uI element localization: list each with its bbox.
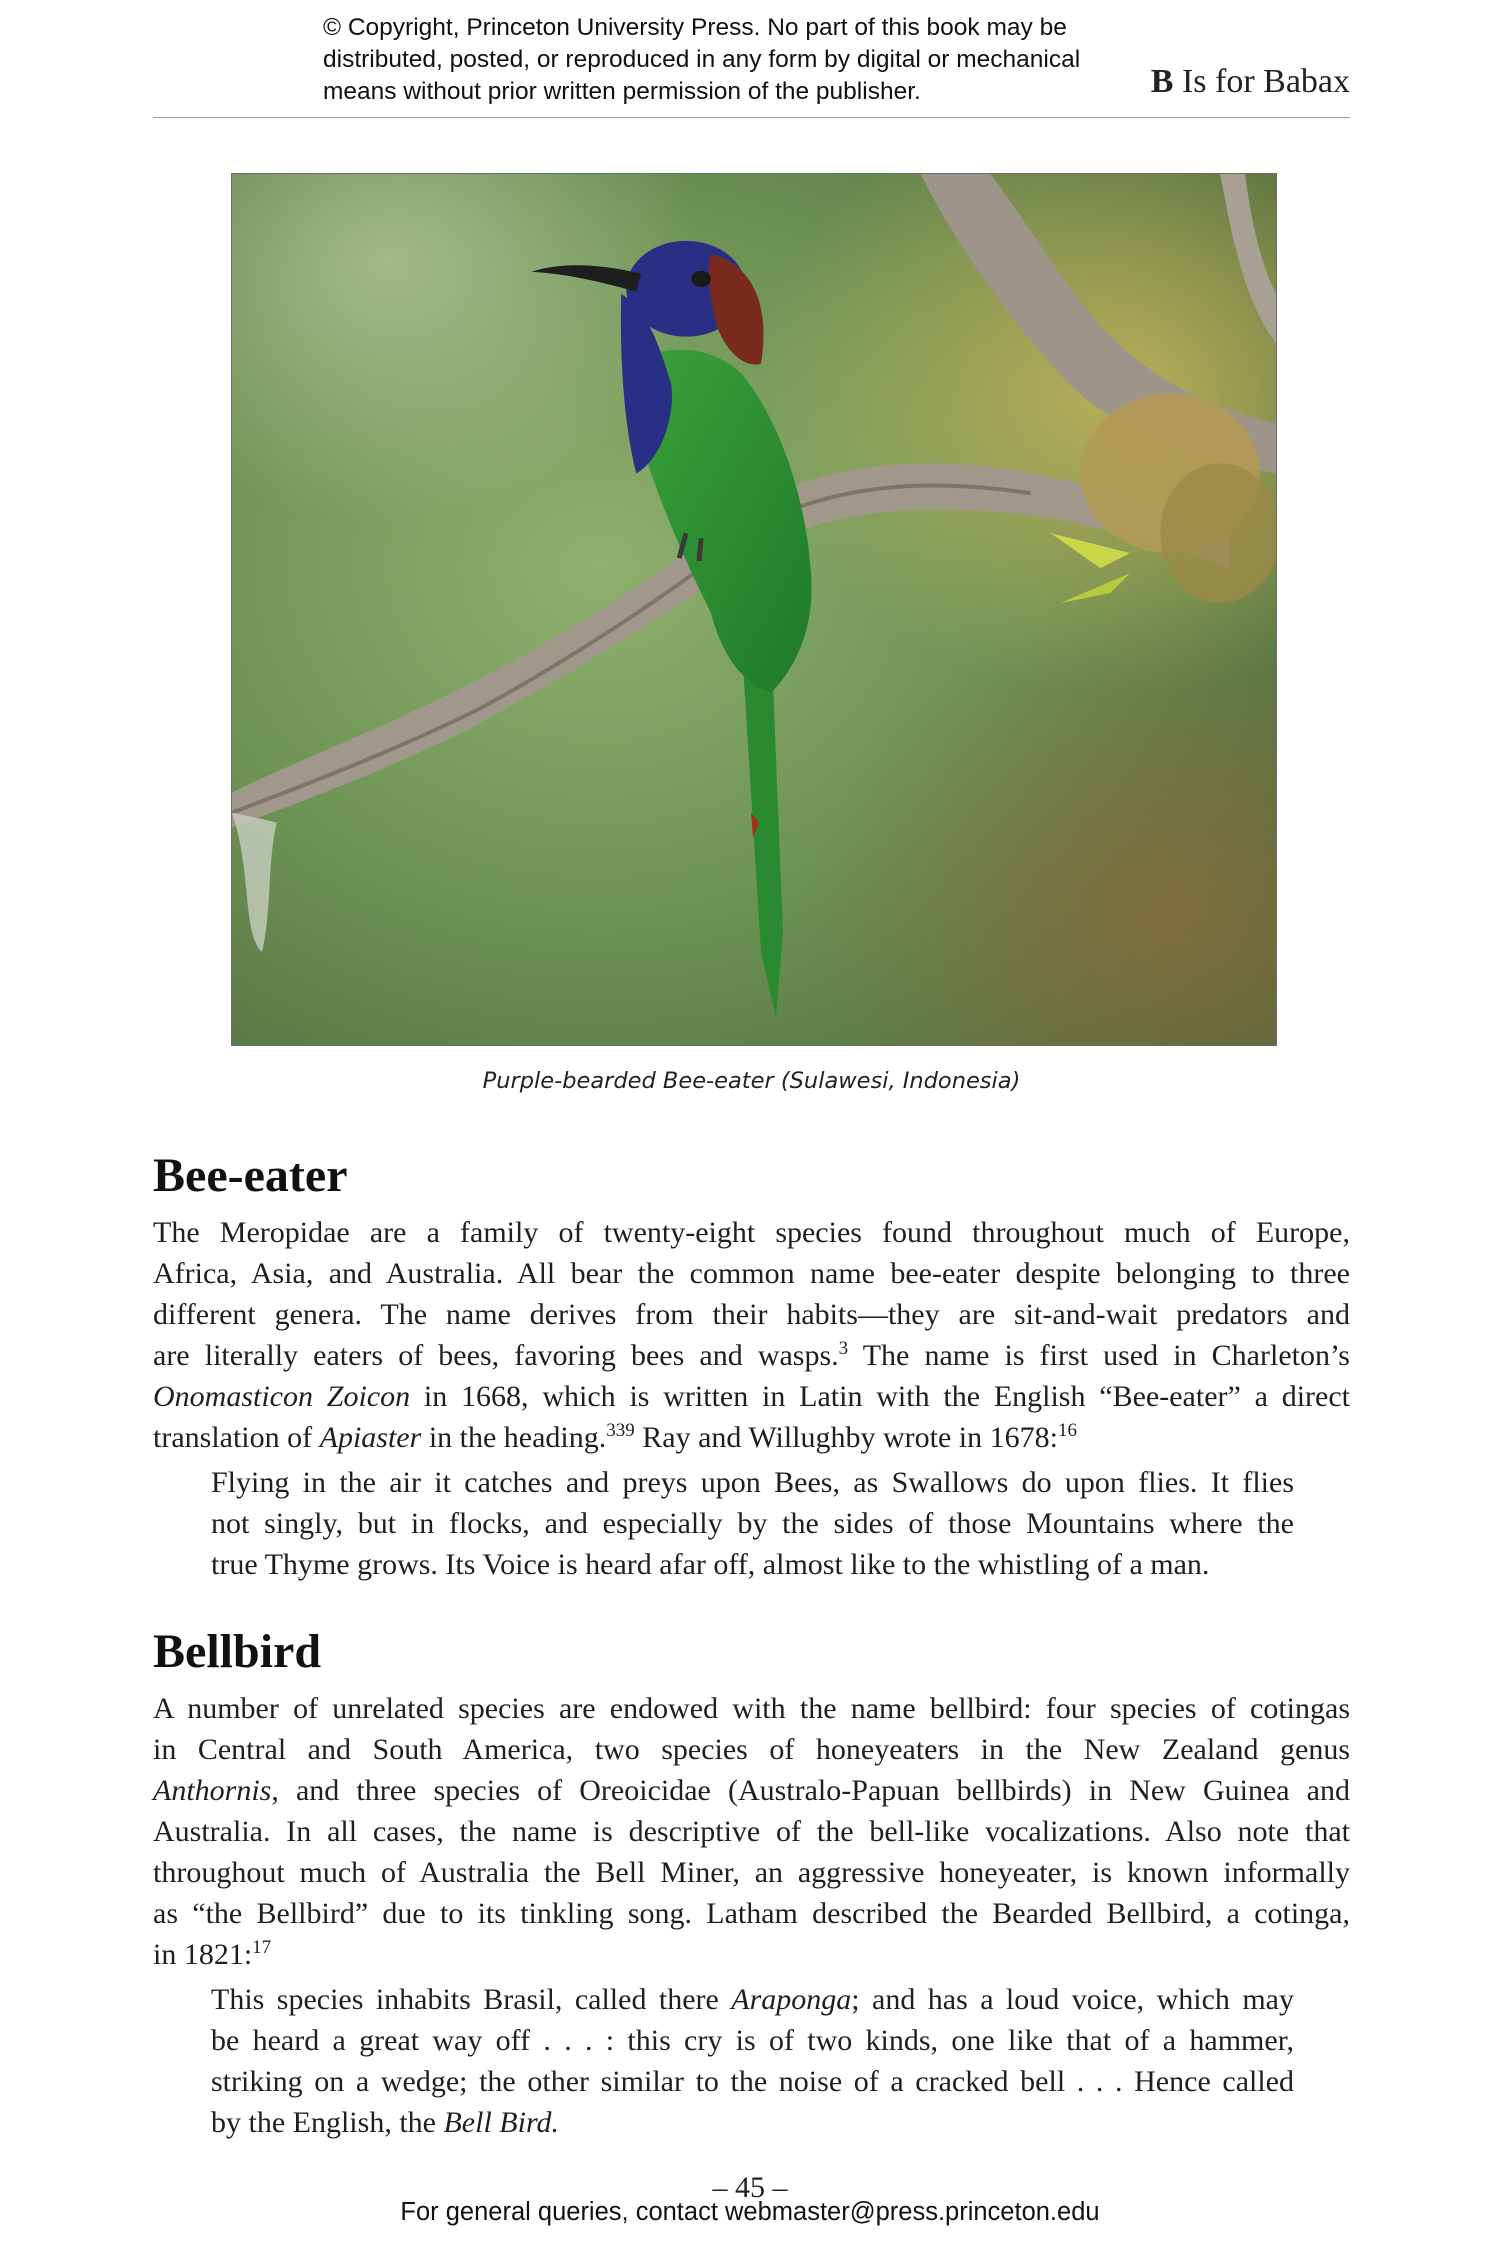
text-run: ; and has a loud voice, which may <box>851 1983 1294 2016</box>
paragraph-bee-eater <box>153 1212 1350 1458</box>
text-line <box>153 1335 1350 1376</box>
header-rule <box>153 117 1350 118</box>
text-line: not singly, but in flocks, and especially by the sides of those Mountains where the <box>211 1507 1294 1540</box>
text-line <box>153 1417 1350 1458</box>
text-line: Flying in the air it catches and preys upon Bees, as Swallows do upon flies. It flies <box>211 1466 1294 1499</box>
text-line: Australia. In all cases, the name is descriptive of the bell-like vocalizations. Also note that <box>153 1815 1350 1848</box>
bird-illustration <box>232 174 1276 1045</box>
paragraph-bellbird <box>153 1688 1350 1975</box>
copyright-line: © Copyright, Princeton University Press. No part of this book may be <box>323 14 1067 41</box>
text-run: translation of <box>153 1421 320 1454</box>
text-run: in 1821: <box>153 1938 253 1971</box>
text-run: Ray and Willughby wrote in 1678: <box>634 1421 1058 1454</box>
text-line <box>153 1376 1350 1417</box>
footnote-ref: 339 <box>606 1420 635 1441</box>
text-run: This species inhabits Brasil, called there <box>211 1983 732 2016</box>
blockquote-ray-willughby <box>211 1462 1294 1585</box>
footnote-ref: 3 <box>838 1338 849 1359</box>
text-line: be heard a great way off . . . : this cry is of two kinds, one like that of a hammer, <box>211 2024 1294 2057</box>
italic-term: Bell Bird. <box>443 2106 560 2139</box>
footnote-ref: 17 <box>252 1937 272 1958</box>
running-head-title: Is for Babax <box>1173 63 1350 100</box>
text-line: striking on a wedge; the other similar to the noise of a cracked bell . . . Hence called <box>211 2065 1294 2098</box>
running-head-letter: B <box>1150 63 1174 100</box>
text-run: The name is first used in Charleton’s <box>848 1339 1350 1372</box>
text-line <box>211 1979 1294 2020</box>
text-line: throughout much of Australia the Bell Miner, an aggressive honeyeater, is known informally <box>153 1856 1350 1889</box>
text-run: by the English, the <box>211 2106 444 2139</box>
text-run: in the heading. <box>421 1421 607 1454</box>
text-line <box>153 1934 1350 1975</box>
text-line: true Thyme grows. Its Voice is heard afar off, almost like to the whistling of a man. <box>211 1548 1210 1581</box>
italic-term: Araponga <box>731 1983 852 2016</box>
text-line: as “the Bellbird” due to its tinkling song. Latham described the Bearded Bellbird, a cotinga, <box>153 1897 1350 1930</box>
text-line: different genera. The name derives from their habits—they are sit-and-wait predators and <box>153 1298 1350 1331</box>
italic-term: Apiaster <box>319 1421 422 1454</box>
text-line: The Meropidae are a family of twenty-eight species found throughout much of Europe, <box>153 1216 1350 1249</box>
text-run: in 1668, which is written in Latin with the English “Bee-eater” a direct <box>410 1380 1351 1413</box>
footer-contact: For general queries, contact webmaster@press.princeton.edu <box>400 2198 1100 2226</box>
copyright-notice <box>323 12 1203 108</box>
section-heading-bellbird: Bellbird <box>153 1625 322 1678</box>
page-number: – 45 – <box>712 2171 788 2204</box>
copyright-line: distributed, posted, or reproduced in any form by digital or mechanical <box>323 46 1081 73</box>
italic-genus: Anthornis <box>153 1774 272 1807</box>
text-line: Africa, Asia, and Australia. All bear the common name bee-eater despite belonging to three <box>153 1257 1350 1290</box>
copyright-line: means without prior written permission of the publisher. <box>323 78 921 105</box>
text-line: A number of unrelated species are endowed with the name bellbird: four species of cotingas <box>153 1692 1350 1725</box>
italic-title: Onomasticon Zoicon <box>153 1380 411 1413</box>
text-line: in Central and South America, two species of honeyeaters in the New Zealand genus <box>153 1733 1350 1766</box>
running-head <box>1151 62 1350 102</box>
text-run: , and three species of Oreoicidae (Australo-Papuan bellbirds) in New Guinea and <box>271 1774 1350 1807</box>
blockquote-latham <box>211 1979 1294 2143</box>
footnote-ref: 16 <box>1057 1420 1077 1441</box>
figure-caption: Purple-bearded Bee-eater (Sulawesi, Indonesia) <box>482 1068 1021 1094</box>
bee-eater-photo <box>231 173 1277 1046</box>
text-line <box>153 1770 1350 1811</box>
section-heading-bee-eater: Bee-eater <box>153 1149 348 1202</box>
text-line <box>211 2102 1294 2143</box>
text-run: are literally eaters of bees, favoring bees and wasps. <box>153 1339 839 1372</box>
